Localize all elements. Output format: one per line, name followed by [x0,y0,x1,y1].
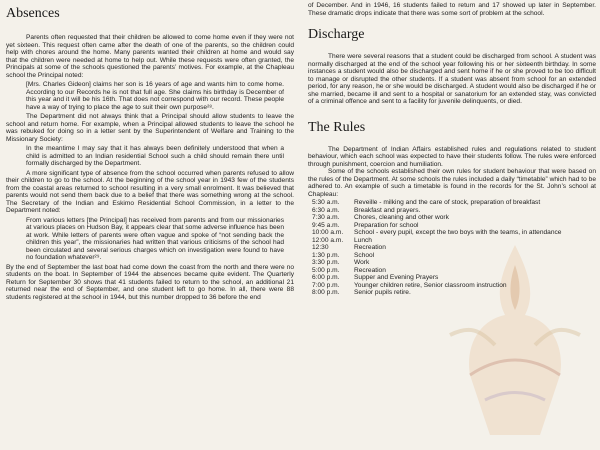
time-cell: 12:00 a.m. [312,236,344,244]
section-title-rules: The Rules [308,119,366,135]
time-cell: 7:30 a.m. [312,214,340,221]
paragraph: A more significant type of absence from the school occurred when parents refused to allow their children to go to the school. At the beginning of the school year in 1943 few of the students from the coastal areas returned to school resulting in a very small enrolment. It was believed that parents would not send them back due to a belief that there was something wrong at the school. The Secretary of the Indian and Eskimo Residential School Commission, in a letter to the Department noted: [6,169,294,214]
timetable-row [308,207,596,215]
paragraph: The Department did not always think that a Principal should allow students to leave the school and return home. For example, when a Principal allowed students to leave the school he was rebuked for doing so in a letter sent by the Superintendent of Welfare and Training to the Missionary Society: [6,113,294,143]
block-quote: From various letters [the Principal] has received from parents and from our missionaries at various places on Hudson Bay, it appears clear that some adverse influence has been at work. While letters of parents were often vague and spoke of “not sending back the children this year”, the missionaries had written that various criticisms of the school had been circulated and several serious charges which on investigation were found to have no foundation whatever²⁹. [26,216,284,261]
timetable [308,199,596,297]
activity-cell: Chores, cleaning and other work [354,214,449,221]
paragraph: By the end of September the last boat had come down the coast from the north and there were no students on the boat. In September of 1944 the absences became quite evident. The Quarterly Return for September 30 shows that 41 students failed to return to the school, an additional 21 returned near the end of September, and one student left to go home. In all, there were 88 students registered at the school in 1944, but this number dropped to 36 before the end [6,263,294,301]
time-cell: 6:00 p.m. [312,274,340,281]
timetable-row [308,199,596,207]
timetable-row [308,222,596,230]
timetable-row [308,252,596,260]
left-column [6,2,294,301]
time-cell: 3:30 p.m. [312,259,340,266]
activity-cell: Recreation [354,244,386,251]
timetable-row [308,244,596,252]
time-cell: 8:00 p.m. [312,289,340,296]
timetable-row [308,237,596,245]
activity-cell: Senior pupils retire. [354,289,411,296]
timetable-row [308,267,596,275]
time-cell: 9:45 a.m. [312,221,340,229]
activity-cell: Breakfast and prayers. [354,206,421,214]
right-column [308,2,596,297]
activity-cell: Younger children retire, Senior classroom instruction [354,281,507,289]
paragraph: The Department of Indian Affairs established rules and regulations related to student behaviour, which each school was expected to have their students follow. The rules were enforced through punishment, coercion and humiliation. [308,145,596,168]
section-title-discharge: Discharge [308,27,365,42]
timetable-row [308,274,596,282]
activity-cell: Reveille - milking and the care of stock, preparation of breakfast [354,199,541,206]
timetable-row [308,289,596,297]
block-quote: [Mrs. Charles Gideon] claims her son is 16 years of age and wants him to come home. According to our Records he is not that full age. She claims his birthday is December of this year and it will be his 16th. That does not correspond with our record. These people have a way of trying to place the age to suit their own purpose²⁸. [26,81,284,111]
paragraph: Parents often requested that their children be allowed to come home even if they were not yet sixteen. This request often came after the death of one of the parents, so the children could help with chores around the home. Many parents wanted their children at home and would say that the children were needed at home to help out. While these requests were often granted, the Principals at some of the schools questioned the parents’ motives. For example, at the Chapleau school the Principal noted: [6,34,294,79]
activity-cell: School [354,251,375,259]
paragraph: There were several reasons that a student could be discharged from school. A student was normally discharged at the end of the school year following his or her sixteenth birthday. In some instances a student would also be discharged and sent home if he or she proved to be too difficult to manage or disrupted the other students. If a student was absent from school for an extended period, for any reason, he or she would be discharged. A student would also be discharged if he or she married, became ill and sent to a hospital or sanatorium for an extended stay, was convicted of a criminal offence and sent to a facility for juvenile delinquents, or died. [308,53,596,105]
time-cell: 12:30 [312,244,329,251]
activity-cell: Lunch [354,236,372,244]
activity-cell: Supper and Evening Prayers [354,274,439,281]
timetable-row [308,229,596,237]
paragraph: of December. And in 1946, 16 students failed to return and 17 showed up later in September. These dramatic drops indicate that there was some sort of problem at the school. [308,2,596,17]
timetable-row [308,259,596,267]
time-cell: 5:30 a.m. [312,199,340,206]
timetable-row [308,214,596,222]
time-cell: 1:30 p.m. [312,251,340,259]
activity-cell: Work [354,259,370,266]
time-cell: 7:00 p.m. [312,281,340,289]
activity-cell: Recreation [354,266,386,274]
time-cell: 5:00 p.m. [312,266,340,274]
paragraph: Some of the schools established their own rules for student behaviour that were based on the rules of the Department. At some schools the rules included a daily “timetable” which had to be adhered to. An example of such a timetable is found in the records for the St. John’s school at Chapleau: [308,168,596,198]
activity-cell: Preparation for school [354,221,419,229]
timetable-row [308,282,596,290]
time-cell: 6:30 a.m. [312,206,340,214]
time-cell: 10:00 a.m. [312,229,344,236]
activity-cell: School - every pupil, except the two boys with the teams, in attendance [354,229,562,236]
section-title-absences: Absences [6,6,60,21]
block-quote: In the meantime I may say that it has always been definitely understood that when a child is admitted to an Indian residential School such a child should remain there until formally discharged by the Department. [26,145,284,167]
